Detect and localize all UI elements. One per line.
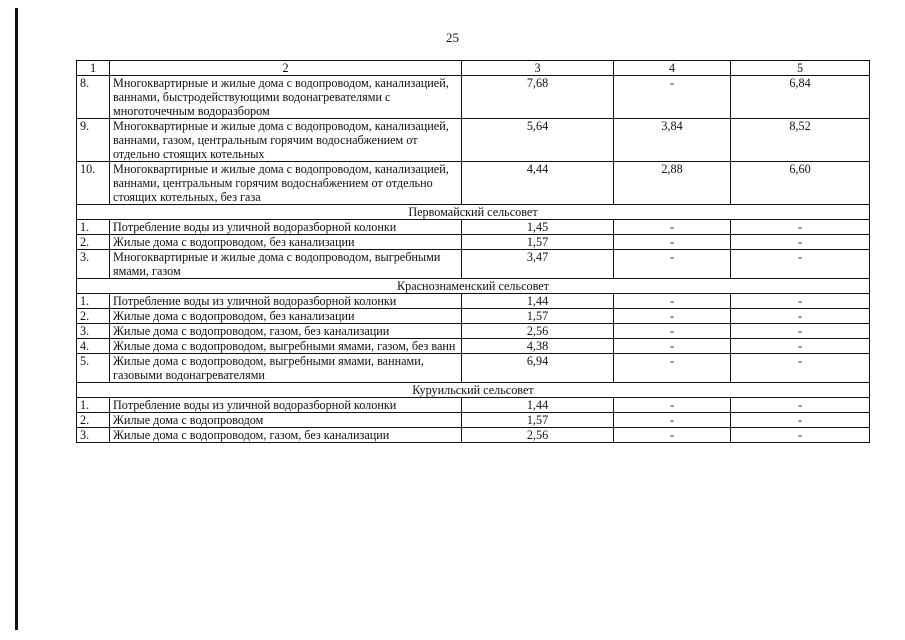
table-row xyxy=(77,235,870,250)
row-value-col5: - xyxy=(731,354,870,383)
row-value-col3: 2,56 xyxy=(462,324,614,339)
row-value-col4: - xyxy=(614,324,731,339)
row-value-col5: 6,84 xyxy=(731,76,870,119)
row-description: Жилые дома с водопроводом, без канализации xyxy=(110,235,462,250)
row-description: Жилые дома с водопроводом, выгребными ямами, газом, без ванн xyxy=(110,339,462,354)
row-value-col3: 1,57 xyxy=(462,309,614,324)
row-description: Жилые дома с водопроводом, выгребными ямами, ваннами, газовыми водонагревателями xyxy=(110,354,462,383)
table-row xyxy=(77,354,870,383)
section-row xyxy=(77,383,870,398)
row-description: Многоквартирные и жилые дома с водопроводом, выгребными ямами, газом xyxy=(110,250,462,279)
row-number: 9. xyxy=(77,119,110,162)
section-title: Первомайский сельсовет xyxy=(77,205,870,220)
row-number: 3. xyxy=(77,428,110,443)
table-row xyxy=(77,324,870,339)
page-number: 25 xyxy=(446,30,459,45)
row-description: Многоквартирные и жилые дома с водопроводом, канализацией, ваннами, быстродействующими водонагревателями с многоточечным водоразбором xyxy=(110,76,462,119)
row-value-col3: 3,47 xyxy=(462,250,614,279)
table-row xyxy=(77,119,870,162)
header-row xyxy=(77,61,870,76)
row-description: Потребление воды из уличной водоразборной колонки xyxy=(110,294,462,309)
row-number: 3. xyxy=(77,324,110,339)
header-cell-3: 3 xyxy=(462,61,614,76)
table-row xyxy=(77,309,870,324)
row-value-col4: - xyxy=(614,309,731,324)
row-description: Жилые дома с водопроводом, газом, без канализации xyxy=(110,428,462,443)
row-number: 1. xyxy=(77,398,110,413)
row-value-col4: - xyxy=(614,428,731,443)
table-row xyxy=(77,339,870,354)
row-value-col4: 2,88 xyxy=(614,162,731,205)
row-value-col4: - xyxy=(614,220,731,235)
row-value-col3: 1,45 xyxy=(462,220,614,235)
table-row xyxy=(77,398,870,413)
row-number: 4. xyxy=(77,339,110,354)
table-body xyxy=(77,61,870,443)
header-cell-1: 1 xyxy=(77,61,110,76)
row-value-col5: 8,52 xyxy=(731,119,870,162)
row-number: 1. xyxy=(77,294,110,309)
left-margin-rule xyxy=(15,8,18,630)
row-value-col5: - xyxy=(731,250,870,279)
row-description: Жилые дома с водопроводом, газом, без канализации xyxy=(110,324,462,339)
row-number: 10. xyxy=(77,162,110,205)
row-value-col4: - xyxy=(614,354,731,383)
header-cell-5: 5 xyxy=(731,61,870,76)
row-value-col4: - xyxy=(614,250,731,279)
header-cell-2: 2 xyxy=(110,61,462,76)
row-value-col3: 2,56 xyxy=(462,428,614,443)
table-row xyxy=(77,413,870,428)
table-row xyxy=(77,220,870,235)
row-number: 8. xyxy=(77,76,110,119)
section-row xyxy=(77,279,870,294)
row-value-col3: 4,38 xyxy=(462,339,614,354)
section-title: Куруильский сельсовет xyxy=(77,383,870,398)
row-value-col5: - xyxy=(731,235,870,250)
row-value-col4: - xyxy=(614,294,731,309)
row-value-col3: 7,68 xyxy=(462,76,614,119)
table-row xyxy=(77,76,870,119)
row-value-col5: - xyxy=(731,220,870,235)
row-description: Многоквартирные и жилые дома с водопроводом, канализацией, ваннами, центральным горячим водоснабжением от отдельно стоящих котельных, без газа xyxy=(110,162,462,205)
row-value-col5: - xyxy=(731,324,870,339)
row-description: Жилые дома с водопроводом, без канализации xyxy=(110,309,462,324)
row-number: 2. xyxy=(77,413,110,428)
row-number: 2. xyxy=(77,235,110,250)
row-value-col4: - xyxy=(614,235,731,250)
row-value-col4: 3,84 xyxy=(614,119,731,162)
row-value-col4: - xyxy=(614,76,731,119)
row-number: 3. xyxy=(77,250,110,279)
row-value-col3: 1,57 xyxy=(462,235,614,250)
section-title: Краснознаменский сельсовет xyxy=(77,279,870,294)
row-description: Потребление воды из уличной водоразборной колонки xyxy=(110,398,462,413)
row-value-col5: - xyxy=(731,294,870,309)
row-description: Потребление воды из уличной водоразборной колонки xyxy=(110,220,462,235)
row-value-col3: 4,44 xyxy=(462,162,614,205)
row-description: Многоквартирные и жилые дома с водопроводом, канализацией, ваннами, газом, центральным горячим водоснабжением от отдельно стоящих котельных xyxy=(110,119,462,162)
header-cell-4: 4 xyxy=(614,61,731,76)
row-value-col3: 6,94 xyxy=(462,354,614,383)
row-description: Жилые дома с водопроводом xyxy=(110,413,462,428)
row-value-col5: - xyxy=(731,339,870,354)
table-row xyxy=(77,428,870,443)
table-row xyxy=(77,162,870,205)
row-value-col5: - xyxy=(731,398,870,413)
row-value-col4: - xyxy=(614,339,731,354)
row-value-col4: - xyxy=(614,398,731,413)
row-number: 2. xyxy=(77,309,110,324)
row-value-col3: 1,44 xyxy=(462,294,614,309)
row-value-col5: - xyxy=(731,309,870,324)
row-number: 1. xyxy=(77,220,110,235)
tariff-table xyxy=(76,60,870,443)
table-row xyxy=(77,294,870,309)
row-value-col3: 1,44 xyxy=(462,398,614,413)
row-value-col5: - xyxy=(731,413,870,428)
section-row xyxy=(77,205,870,220)
row-value-col5: - xyxy=(731,428,870,443)
table-row xyxy=(77,250,870,279)
row-value-col4: - xyxy=(614,413,731,428)
row-number: 5. xyxy=(77,354,110,383)
row-value-col3: 1,57 xyxy=(462,413,614,428)
row-value-col3: 5,64 xyxy=(462,119,614,162)
row-value-col5: 6,60 xyxy=(731,162,870,205)
